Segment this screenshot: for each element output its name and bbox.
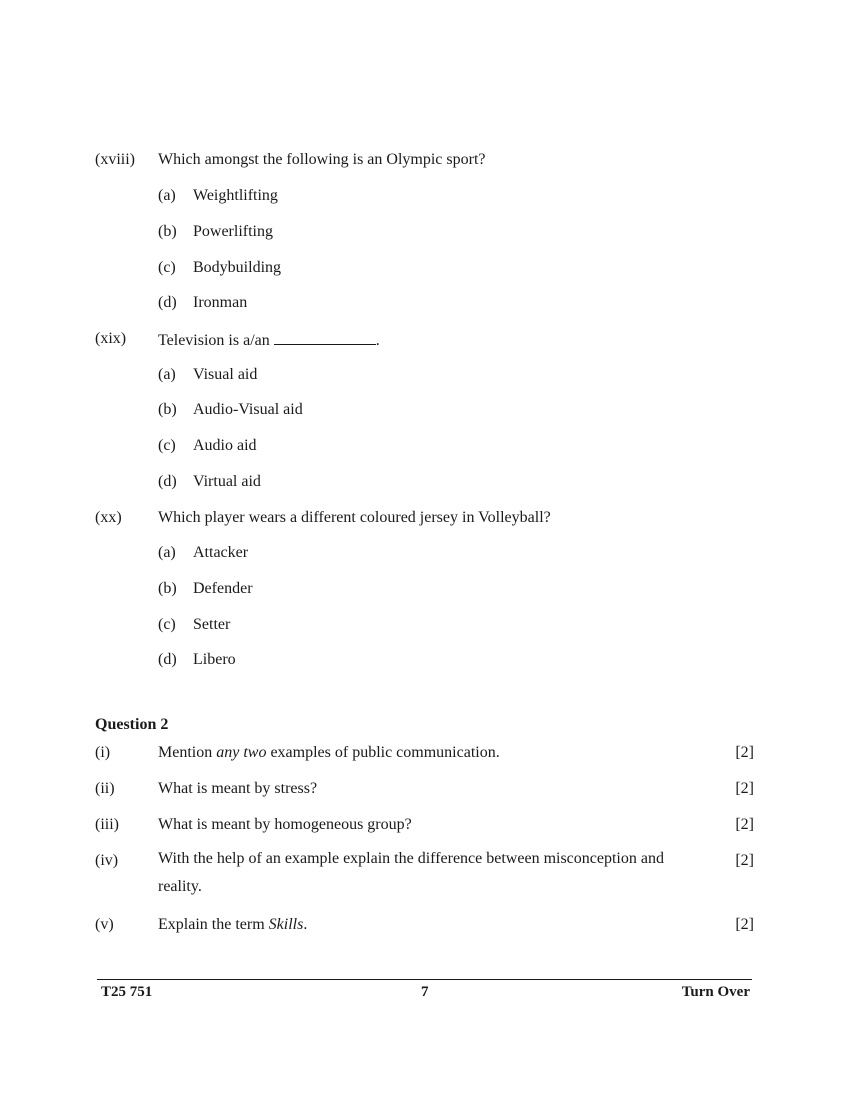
option-label: (a) <box>158 544 176 561</box>
option-text: Ironman <box>193 294 248 311</box>
section-title: Question 2 <box>95 716 169 733</box>
marks: [2] <box>735 780 754 797</box>
fill-in-blank <box>274 330 376 345</box>
option-label: (b) <box>158 223 177 240</box>
item-text-emphasis: Skills <box>268 916 304 933</box>
item-number: (v) <box>95 916 114 933</box>
item-text: What is meant by homogeneous group? <box>158 816 412 833</box>
question-end: . <box>375 332 380 349</box>
option-text: Weightlifting <box>193 187 278 204</box>
marks: [2] <box>735 852 754 869</box>
marks: [2] <box>735 816 754 833</box>
question-stem: Television is a/an <box>158 332 270 349</box>
turn-over: Turn Over <box>681 984 750 1000</box>
option-label: (d) <box>158 473 177 490</box>
option-label: (c) <box>158 437 176 454</box>
option-label: (b) <box>158 401 177 418</box>
question-text: Which amongst the following is an Olympic sport? <box>158 151 486 168</box>
option-text: Bodybuilding <box>193 259 282 276</box>
question-number: (xx) <box>95 509 122 526</box>
option-text: Audio aid <box>193 437 257 454</box>
item-text <box>158 744 500 762</box>
option-text: Visual aid <box>193 366 258 383</box>
question-text: Which player wears a different coloured jersey in Volleyball? <box>158 509 551 526</box>
paper-code: T25 751 <box>101 984 153 1000</box>
question-text <box>158 330 380 350</box>
option-text: Libero <box>193 651 236 668</box>
option-label: (a) <box>158 366 176 383</box>
option-label: (c) <box>158 259 176 276</box>
item-text: With the help of an example explain the difference between misconception and reality. <box>158 850 664 895</box>
marks: [2] <box>735 744 754 761</box>
item-number: (ii) <box>95 780 115 797</box>
question-number: (xix) <box>95 330 127 347</box>
item-number: (iv) <box>95 852 119 869</box>
item-text: What is meant by stress? <box>158 780 318 797</box>
item-text-post: . <box>303 916 308 933</box>
page-number: 7 <box>421 984 429 1000</box>
option-label: (d) <box>158 294 177 311</box>
question-number: (xviii) <box>95 151 135 168</box>
option-label: (b) <box>158 580 177 597</box>
item-text-pre: Explain the term <box>158 916 269 933</box>
marks: [2] <box>735 916 754 933</box>
option-text: Audio-Visual aid <box>193 401 303 418</box>
option-text: Virtual aid <box>193 473 261 490</box>
option-label: (d) <box>158 651 177 668</box>
item-number: (iii) <box>95 816 119 833</box>
option-text: Powerlifting <box>193 223 273 240</box>
item-number: (i) <box>95 744 111 761</box>
item-text-pre: Mention <box>158 744 217 761</box>
option-label: (a) <box>158 187 176 204</box>
option-text: Setter <box>193 616 231 633</box>
option-text: Defender <box>193 580 253 597</box>
item-text <box>158 916 307 934</box>
option-label: (c) <box>158 616 176 633</box>
footer-rule <box>97 979 752 980</box>
item-text-emphasis: any two <box>216 744 267 761</box>
item-text-post: examples of public communication. <box>266 744 500 761</box>
option-text: Attacker <box>193 544 249 561</box>
